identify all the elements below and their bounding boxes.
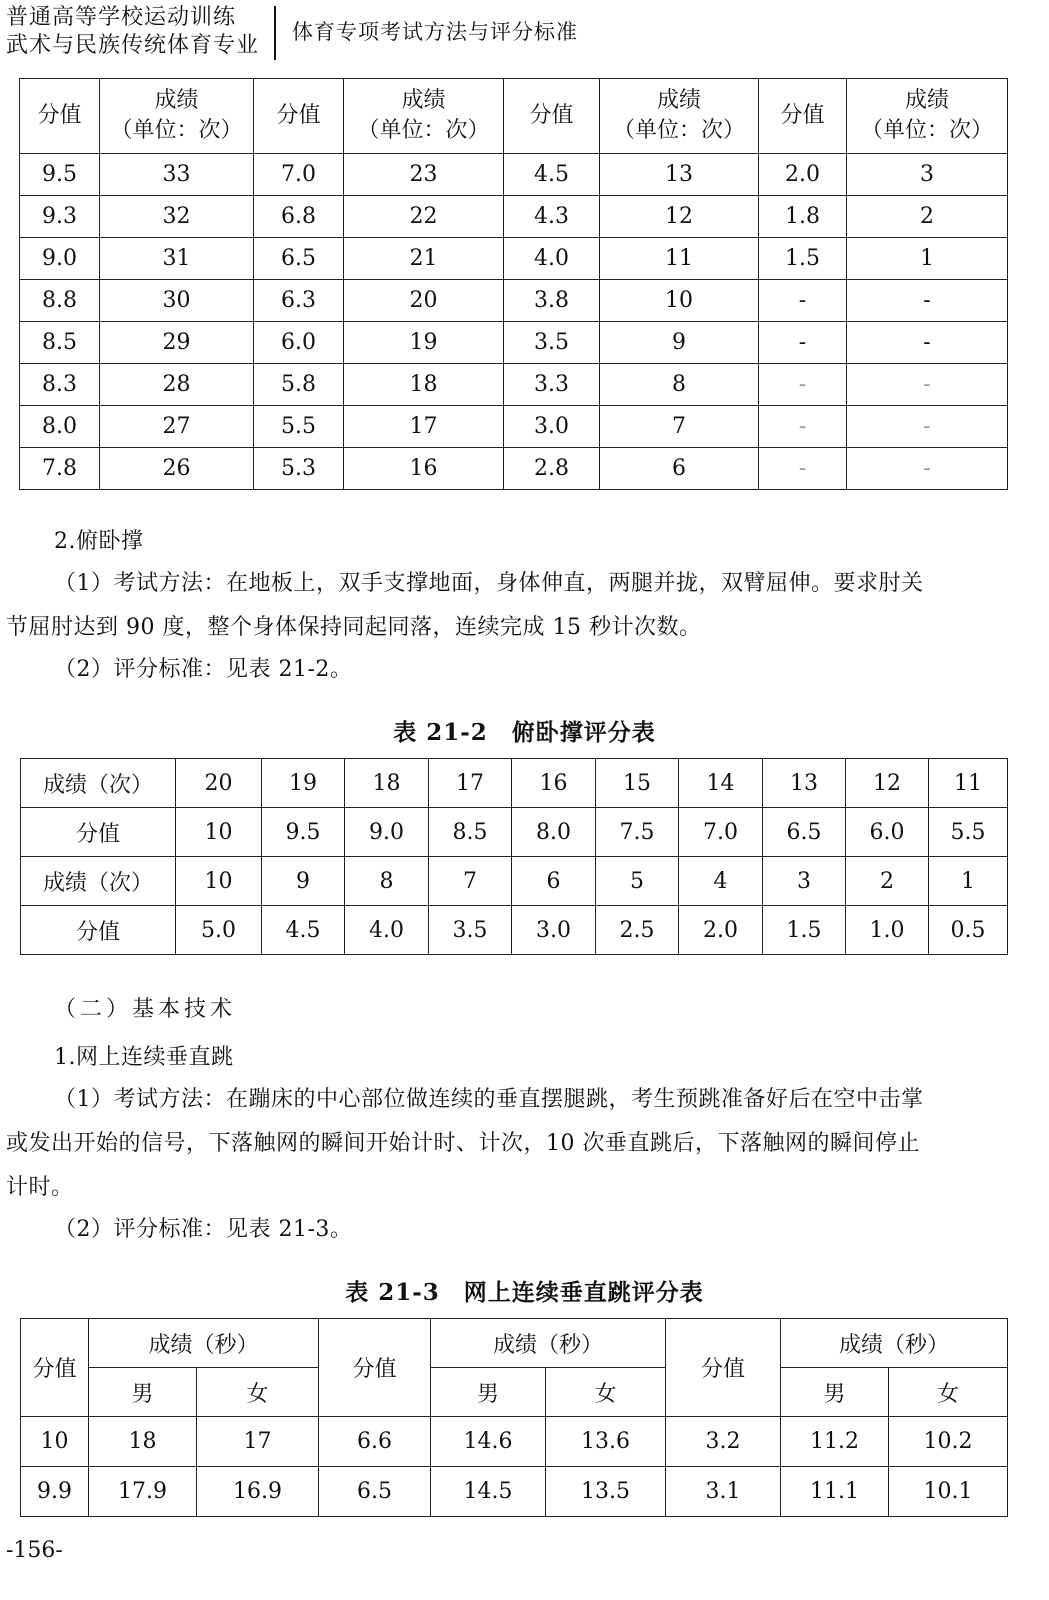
result-cell: 17 [197, 1417, 319, 1467]
result-cell: 10 [600, 280, 759, 322]
result-cell: 1 [847, 238, 1008, 280]
jump-method-line-2: 或发出开始的信号，下落触网的瞬间开始计时、计次，10 次垂直跳后，下落触网的瞬间停止 [6, 1131, 920, 1156]
result-cell: 11.2 [781, 1417, 889, 1467]
pushup-standard: （2）评分标准：见表 21-2。 [54, 657, 353, 682]
item-heading-trampoline-jump: 1.网上连续垂直跳 [54, 1045, 234, 1070]
result-cell: 18 [89, 1417, 197, 1467]
score-cell: 4.0 [345, 906, 429, 955]
result-cell: 1 [929, 857, 1008, 906]
pushup-method-line-2: 节屈肘达到 90 度，整个身体保持同起同落，连续完成 15 秒计次数。 [6, 615, 702, 640]
score-cell: 4.3 [504, 196, 600, 238]
score-cell: 8.0 [20, 406, 100, 448]
score-cell: 3.8 [504, 280, 600, 322]
section-heading-pushup: 2.俯卧撑 [54, 529, 144, 554]
score-cell: 3.5 [429, 906, 512, 955]
result-cell: - [847, 280, 1008, 322]
result-cell: 2 [847, 196, 1008, 238]
table-row [20, 322, 1008, 364]
result-cell: 3 [763, 857, 846, 906]
result-cell: 29 [100, 322, 254, 364]
table-row [20, 280, 1008, 322]
result-cell: 8 [345, 857, 429, 906]
header-score: 分值 [666, 1319, 781, 1417]
jump-standard: （2）评分标准：见表 21-3。 [54, 1217, 353, 1242]
score-cell: 7.5 [596, 808, 679, 857]
result-cell: 13.6 [546, 1417, 666, 1467]
score-cell: 9.9 [21, 1467, 89, 1517]
pushup-score-table [20, 758, 1008, 955]
score-cell: 7.0 [254, 154, 344, 196]
header-result: 成绩（秒） [431, 1319, 666, 1368]
result-cell: 16.9 [197, 1467, 319, 1517]
header-score: 分值 [20, 79, 100, 154]
result-cell: 2 [846, 857, 929, 906]
score-cell: 5.8 [254, 364, 344, 406]
result-cell: 14.5 [431, 1467, 546, 1517]
score-cell: 2.8 [504, 448, 600, 490]
header-score: 分值 [319, 1319, 431, 1417]
header-line-2: 武术与民族传统体育专业 [6, 33, 260, 58]
result-cell: 31 [100, 238, 254, 280]
result-cell: 7 [429, 857, 512, 906]
table-row [21, 906, 1008, 955]
result-cell: 14 [679, 759, 763, 808]
score-cell: - [759, 364, 847, 406]
table-row [20, 196, 1008, 238]
score-cell: 6.5 [763, 808, 846, 857]
result-cell: 5 [596, 857, 679, 906]
table-row [21, 1417, 1008, 1467]
trampoline-jump-score-table [20, 1318, 1008, 1517]
result-cell: 4 [679, 857, 763, 906]
result-cell: 20 [344, 280, 504, 322]
header-result: 成绩（秒） [781, 1319, 1008, 1368]
table-row [21, 759, 1008, 808]
score-cell: - [759, 448, 847, 490]
result-cell: 12 [600, 196, 759, 238]
result-cell: 17 [429, 759, 512, 808]
result-cell: 13 [600, 154, 759, 196]
result-cell: 21 [344, 238, 504, 280]
table-row [21, 808, 1008, 857]
result-cell: 14.6 [431, 1417, 546, 1467]
table-subheader-row [21, 1368, 1008, 1417]
result-cell: 7 [600, 406, 759, 448]
result-cell: 20 [176, 759, 262, 808]
score-cell: 3.1 [666, 1467, 781, 1517]
score-cell: 4.5 [262, 906, 345, 955]
header-chapter-title: 体育专项考试方法与评分标准 [292, 20, 578, 44]
jump-method-line-3: 计时。 [6, 1175, 74, 1200]
result-cell: - [847, 448, 1008, 490]
result-cell: 26 [100, 448, 254, 490]
header-score: 分值 [254, 79, 344, 154]
header-female: 女 [546, 1368, 666, 1417]
score-cell: - [759, 322, 847, 364]
score-cell: 1.0 [846, 906, 929, 955]
result-cell: 32 [100, 196, 254, 238]
header-male: 男 [89, 1368, 197, 1417]
table-row [20, 238, 1008, 280]
table-row [21, 857, 1008, 906]
result-cell: - [847, 364, 1008, 406]
score-cell: 8.0 [512, 808, 596, 857]
result-cell: 16 [344, 448, 504, 490]
score-cell: 6.3 [254, 280, 344, 322]
table-header-row [21, 1319, 1008, 1368]
score-cell: 4.0 [504, 238, 600, 280]
score-cell: 3.3 [504, 364, 600, 406]
result-cell: 11 [600, 238, 759, 280]
table-header-row [20, 79, 1008, 154]
score-cell: 3.0 [504, 406, 600, 448]
result-cell: 11 [929, 759, 1008, 808]
result-cell: 12 [846, 759, 929, 808]
result-cell: 11.1 [781, 1467, 889, 1517]
row-label: 成绩（次） [21, 759, 176, 808]
header-result: 成绩 （单位：次） [100, 79, 254, 154]
result-cell: 3 [847, 154, 1008, 196]
score-cell: 9.5 [20, 154, 100, 196]
score-cell: 9.3 [20, 196, 100, 238]
score-cell: 0.5 [929, 906, 1008, 955]
header-female: 女 [889, 1368, 1008, 1417]
result-cell: 28 [100, 364, 254, 406]
result-cell: - [847, 406, 1008, 448]
score-cell: 9.0 [20, 238, 100, 280]
result-cell: 27 [100, 406, 254, 448]
score-cell: 6.0 [254, 322, 344, 364]
score-cell: 6.6 [319, 1417, 431, 1467]
result-cell: 19 [262, 759, 345, 808]
result-cell: 15 [596, 759, 679, 808]
header-result: 成绩（秒） [89, 1319, 319, 1368]
score-cell: 8.5 [20, 322, 100, 364]
page-number: -156- [6, 1538, 63, 1563]
row-label: 分值 [21, 906, 176, 955]
score-cell: 9.5 [262, 808, 345, 857]
header-female: 女 [197, 1368, 319, 1417]
jump-method-line-1: （1）考试方法：在蹦床的中心部位做连续的垂直摆腿跳，考生预跳准备好后在空中击掌 [54, 1087, 924, 1112]
table-caption-21-2: 表 21-2 俯卧撑评分表 [393, 719, 656, 746]
result-cell: 23 [344, 154, 504, 196]
score-cell: 3.2 [666, 1417, 781, 1467]
result-cell: 33 [100, 154, 254, 196]
header-book-title [6, 4, 259, 60]
result-cell: 22 [344, 196, 504, 238]
header-score: 分值 [21, 1319, 89, 1417]
pushup-method-line-1: （1）考试方法：在地板上，双手支撑地面，身体伸直，两腿并拢，双臂屈伸。要求肘关 [54, 571, 924, 596]
result-cell: 6 [600, 448, 759, 490]
score-cell: 7.8 [20, 448, 100, 490]
result-cell: 10.2 [889, 1417, 1008, 1467]
result-cell: 18 [344, 364, 504, 406]
score-cell: - [759, 280, 847, 322]
row-label: 成绩（次） [21, 857, 176, 906]
score-cell: 1.5 [763, 906, 846, 955]
score-cell: 9.0 [345, 808, 429, 857]
score-cell: 5.0 [176, 906, 262, 955]
header-line-1: 普通高等学校运动训练 [6, 5, 237, 30]
score-cell: 8.3 [20, 364, 100, 406]
header-score: 分值 [759, 79, 847, 154]
result-cell: 17.9 [89, 1467, 197, 1517]
score-cell: 5.5 [254, 406, 344, 448]
row-label: 分值 [21, 808, 176, 857]
score-table-continued [19, 78, 1008, 490]
result-cell: 9 [262, 857, 345, 906]
score-cell: - [759, 406, 847, 448]
header-score: 分值 [504, 79, 600, 154]
result-cell: 30 [100, 280, 254, 322]
header-result: 成绩 （单位：次） [344, 79, 504, 154]
table-row [20, 154, 1008, 196]
score-cell: 10 [176, 808, 262, 857]
score-cell: 5.3 [254, 448, 344, 490]
result-cell: 16 [512, 759, 596, 808]
header-male: 男 [781, 1368, 889, 1417]
score-cell: 10 [21, 1417, 89, 1467]
table-row [20, 448, 1008, 490]
score-cell: 6.8 [254, 196, 344, 238]
score-cell: 2.5 [596, 906, 679, 955]
score-cell: 8.5 [429, 808, 512, 857]
header-result: 成绩 （单位：次） [600, 79, 759, 154]
header-result: 成绩 （单位：次） [847, 79, 1008, 154]
score-cell: 6.5 [254, 238, 344, 280]
table-row [20, 406, 1008, 448]
table-caption-21-3: 表 21-3 网上连续垂直跳评分表 [345, 1279, 704, 1306]
result-cell: 8 [600, 364, 759, 406]
score-cell: 3.5 [504, 322, 600, 364]
result-cell: 10.1 [889, 1467, 1008, 1517]
table-row [21, 1467, 1008, 1517]
score-cell: 6.5 [319, 1467, 431, 1517]
score-cell: 3.0 [512, 906, 596, 955]
header-divider [274, 6, 276, 60]
score-cell: 1.8 [759, 196, 847, 238]
result-cell: 18 [345, 759, 429, 808]
result-cell: - [847, 322, 1008, 364]
result-cell: 9 [600, 322, 759, 364]
section-heading-basic-technique: （二）基本技术 [54, 997, 237, 1022]
score-cell: 2.0 [759, 154, 847, 196]
header-male: 男 [431, 1368, 546, 1417]
score-cell: 7.0 [679, 808, 763, 857]
page-header [6, 0, 1046, 62]
score-cell: 2.0 [679, 906, 763, 955]
score-cell: 6.0 [846, 808, 929, 857]
result-cell: 13 [763, 759, 846, 808]
result-cell: 6 [512, 857, 596, 906]
result-cell: 10 [176, 857, 262, 906]
score-cell: 4.5 [504, 154, 600, 196]
result-cell: 13.5 [546, 1467, 666, 1517]
score-cell: 1.5 [759, 238, 847, 280]
score-cell: 5.5 [929, 808, 1008, 857]
score-cell: 8.8 [20, 280, 100, 322]
table-row [20, 364, 1008, 406]
result-cell: 19 [344, 322, 504, 364]
result-cell: 17 [344, 406, 504, 448]
